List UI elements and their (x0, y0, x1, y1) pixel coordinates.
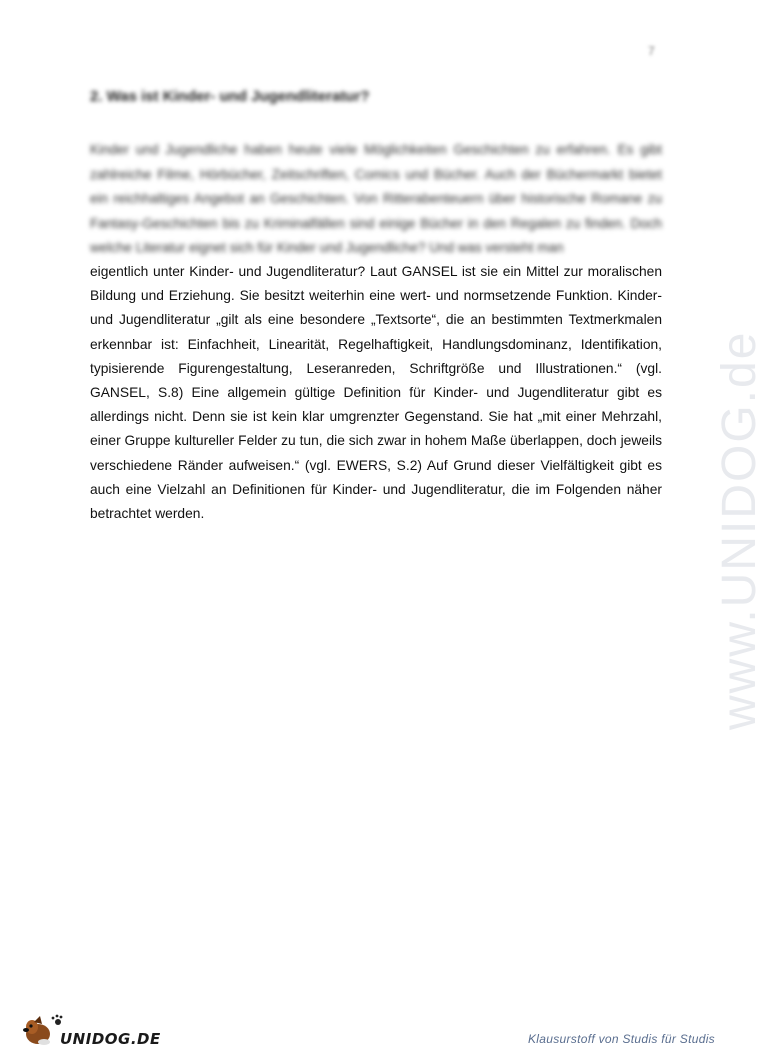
page-number: 7 (648, 44, 655, 58)
body-paragraph (90, 260, 662, 526)
watermark-text: www.UNIDOG.de (713, 330, 766, 730)
body-text: eigentlich unter Kinder- und Jugendliteratur? Laut GANSEL ist sie ein Mittel zur moralischen Bildung und Erziehung. Sie besitzt weiterhin eine wert- und normsetzende Funktion. Kinder- und Jugendliteratur „gilt als eine besondere „Textsorte“, die an bestimmten Textmerkmalen erkennbar ist: Einfachheit, Linearität, Regelhaftigkeit, Handlungsdominanz, Identifikation, typisierende Figurengestaltung, Leseranreden, Schriftgröße und Illustrationen.“ (vgl. GANSEL, S.8) Eine allgemein gültige Definition für Kinder- und Jugendliteratur gibt es allerdings nicht. Denn sie ist kein klar umgrenzter Gegenstand. Sie hat „mit einer Mehrzahl, einer Gruppe kultureller Felder zu tun, die sich zwar in hohem Maße überlappen, doch jeweils verschiedene Ränder aufweisen.“ (vgl. EWERS, S.2) Auf Grund dieser Vielfältigkeit gibt es auch eine Vielzahl an Definitionen für Kinder- und Jugendliteratur, die im Folgenden näher betrachtet werden. (90, 264, 662, 522)
logo-text: UNIDOG.DE (60, 1030, 161, 1048)
section-heading: 2. Was ist Kinder- und Jugendliteratur? (90, 88, 370, 105)
footer-tagline: Klausurstoff von Studis für Studis (528, 1032, 715, 1046)
blurred-intro-paragraph: Kinder und Jugendliche haben heute viele Möglichkeiten Geschichten zu erfahren. Es gibt zahlreiche Filme, Hörbücher, Zeitschriften, Comics und Bücher. Auch der Büchermarkt bietet ein reichhaltiges Angebot an Geschichten. Von Ritterabenteuern über historische Romane zu Fantasy-Geschichten bis zu Kriminalfällen sind einige Bücher in den Regalen zu finden. Doch welche Literatur eignet sich für Kinder und Jugendliche? Und was versteht man (90, 142, 662, 255)
